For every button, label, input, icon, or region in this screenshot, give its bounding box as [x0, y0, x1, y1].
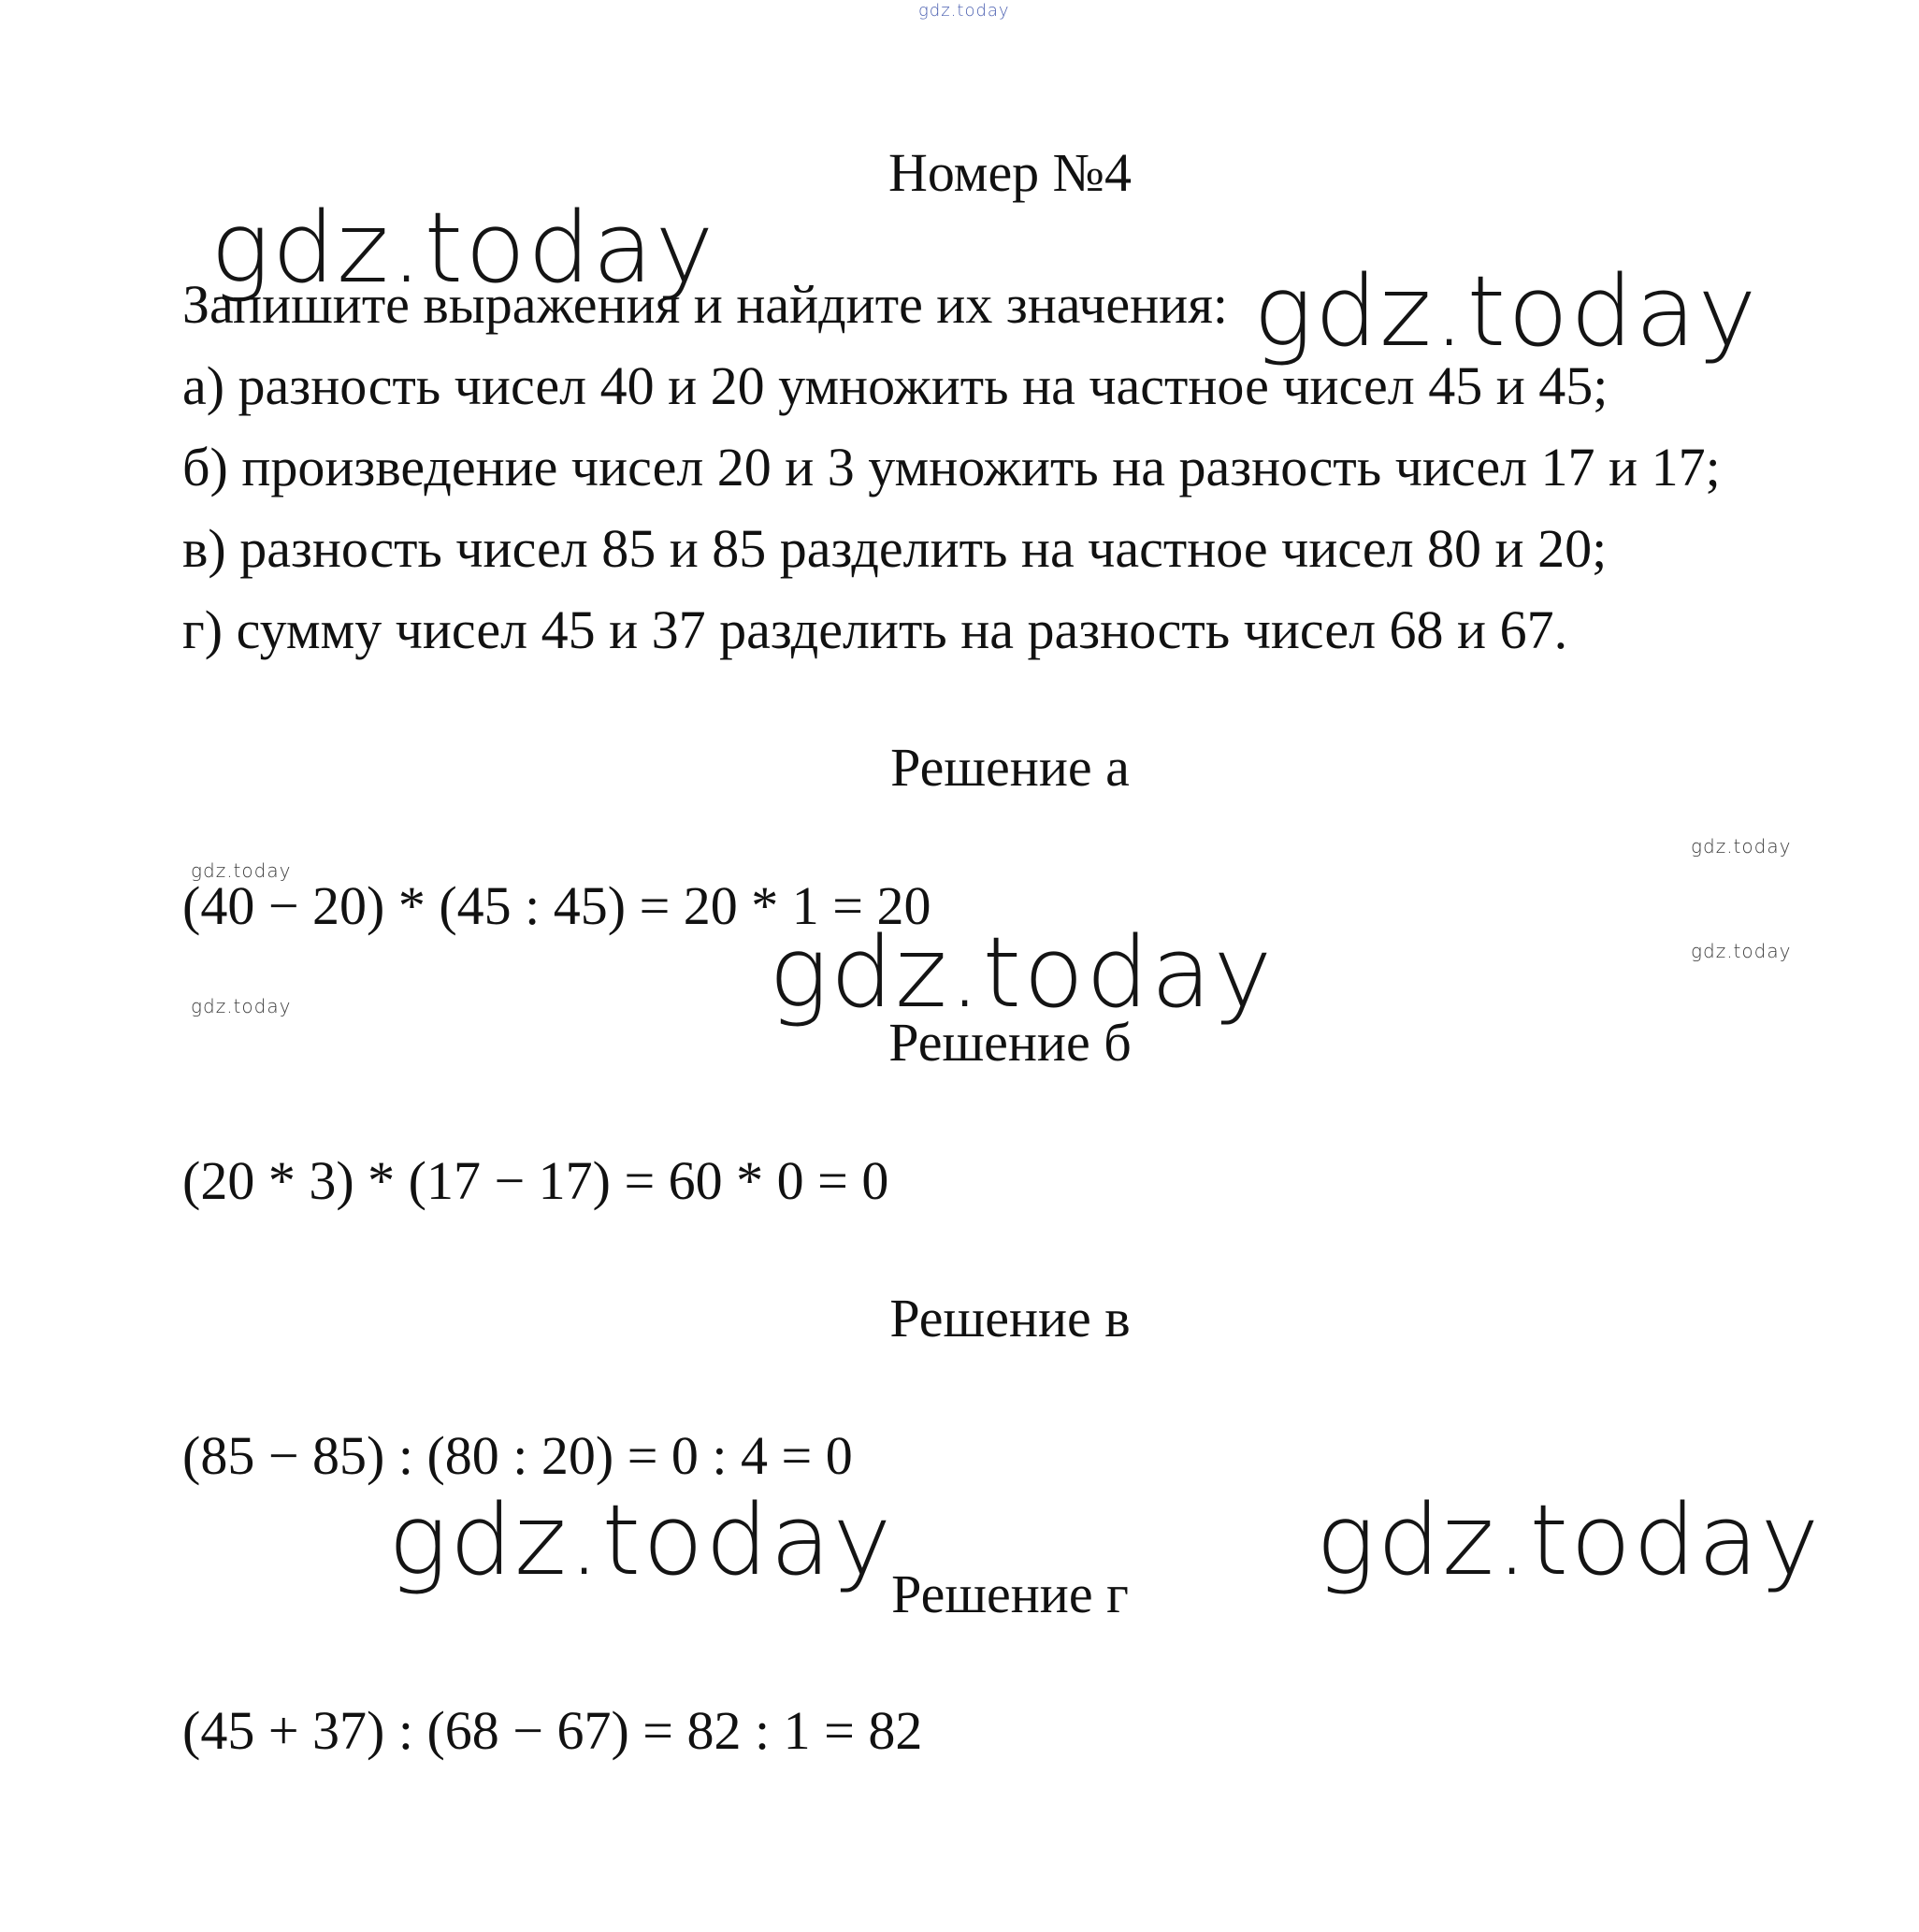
watermark-large: gdz.today [388, 1483, 894, 1597]
solution-heading-a: Решение а [890, 737, 1130, 798]
watermark-small: gdz.today [1691, 835, 1792, 858]
solution-heading-g: Решение г [891, 1564, 1129, 1624]
watermark-small: gdz.today [191, 859, 292, 882]
solution-expression-a: (40 − 20) * (45 : 45) = 20 * 1 = 20 [182, 875, 931, 936]
task-item-a: а) разность чисел 40 и 20 умножить на частное чисел 45 и 45; [182, 355, 1609, 416]
watermark-small: gdz.today [191, 995, 292, 1017]
solution-expression-b: (20 * 3) * (17 − 17) = 60 * 0 = 0 [182, 1150, 889, 1211]
watermark-top: gdz.today [918, 1, 1010, 21]
watermark-large: gdz.today [1316, 1483, 1822, 1597]
solution-expression-g: (45 + 37) : (68 − 67) = 82 : 1 = 82 [182, 1700, 923, 1761]
solution-heading-b: Решение б [888, 1012, 1132, 1073]
watermark-large: gdz.today [210, 191, 716, 305]
task-item-g: г) сумму чисел 45 и 37 разделить на разность чисел 68 и 67. [182, 599, 1568, 660]
watermark-large: gdz.today [769, 916, 1275, 1030]
watermark-large: gdz.today [1253, 254, 1759, 368]
solution-heading-v: Решение в [889, 1288, 1131, 1348]
task-item-b: б) произведение чисел 20 и 3 умножить на разность чисел 17 и 17; [182, 437, 1721, 497]
task-intro: Запишите выражения и найдите их значения: [182, 274, 1229, 335]
task-item-v: в) разность чисел 85 и 85 разделить на частное чисел 80 и 20; [182, 518, 1608, 579]
watermark-small: gdz.today [1691, 940, 1792, 962]
page-title: Номер №4 [887, 142, 1133, 203]
solution-expression-v: (85 − 85) : (80 : 20) = 0 : 4 = 0 [182, 1425, 853, 1486]
